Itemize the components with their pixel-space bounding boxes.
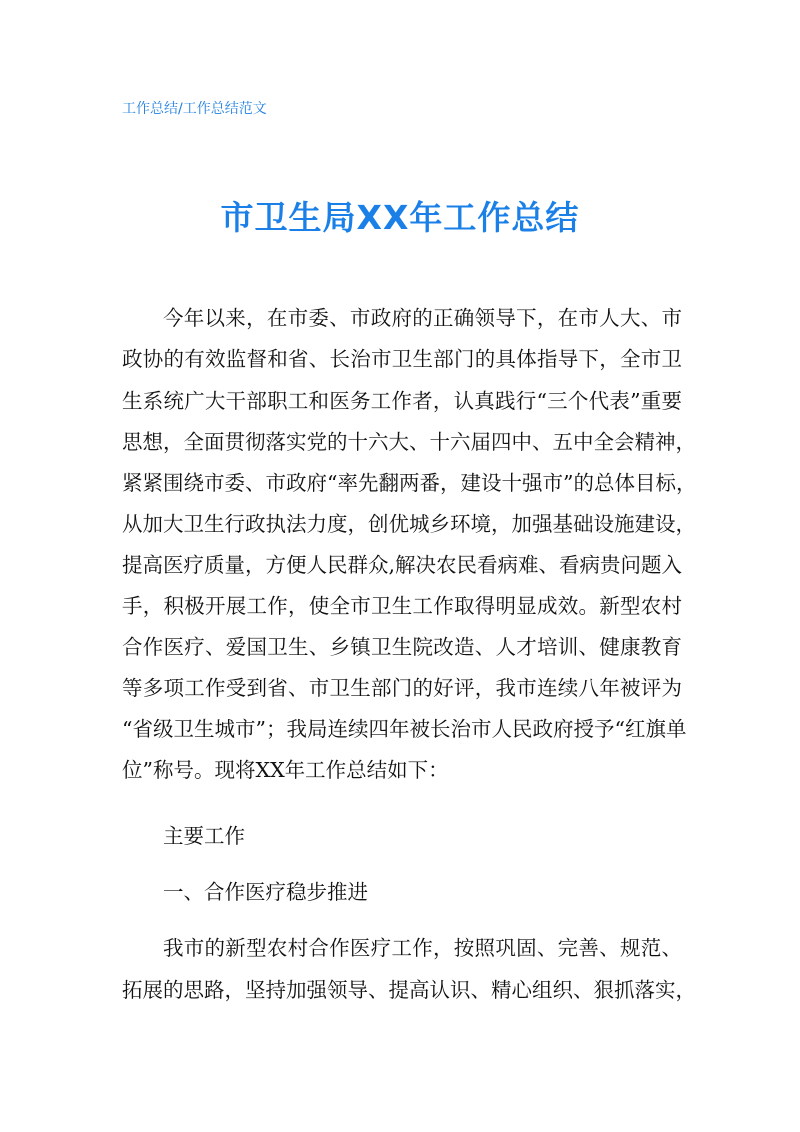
paragraph-line: 等多项工作受到省、市卫生部门的好评，我市连续八年被评为 — [122, 676, 682, 700]
paragraph-line: 思想，全面贯彻落实党的十六大、十六届四中、五中全会精神， — [122, 430, 696, 454]
paragraph-line: 今年以来，在市委、市政府的正确领导下，在市人大、市 — [163, 306, 682, 330]
paragraph-line: 从加大卫生行政执法力度，创优城乡环境，加强基础设施建设， — [122, 512, 696, 536]
paragraph-line: 我市的新型农村合作医疗工作，按照巩固、完善、规范、 — [163, 936, 682, 960]
paragraph-line: 生系统广大干部职工和医务工作者，认真践行“三个代表”重要 — [122, 389, 682, 413]
paragraph-line: 政协的有效监督和省、长治市卫生部门的具体指导下，全市卫 — [122, 347, 682, 371]
document-title: 市卫生局XX年工作总结 — [220, 198, 580, 237]
paragraph-line: 提高医疗质量，方便人民群众,解决农民看病难、看病贵问题入 — [122, 553, 683, 577]
paragraph-line: 合作医疗、爱国卫生、乡镇卫生院改造、人才培训、健康教育 — [122, 635, 682, 659]
section-heading: 主要工作 — [163, 824, 245, 848]
paragraph-line: “省级卫生城市”；我局连续四年被长治市人民政府授予“红旗单 — [122, 717, 687, 741]
paragraph-line: 手，积极开展工作，使全市卫生工作取得明显成效。新型农村 — [122, 594, 682, 618]
paragraph-line: 拓展的思路，坚持加强领导、提高认识、精心组织、狠抓落实， — [122, 978, 696, 1002]
paragraph-line: 位”称号。现将XX年工作总结如下： — [122, 758, 449, 782]
subsection-heading: 一、合作医疗稳步推进 — [163, 880, 368, 904]
paragraph-line: 紧紧围绕市委、市政府“率先翻两番，建设十强市”的总体目标， — [122, 471, 697, 495]
breadcrumb: 工作总结/工作总结范文 — [122, 101, 267, 117]
